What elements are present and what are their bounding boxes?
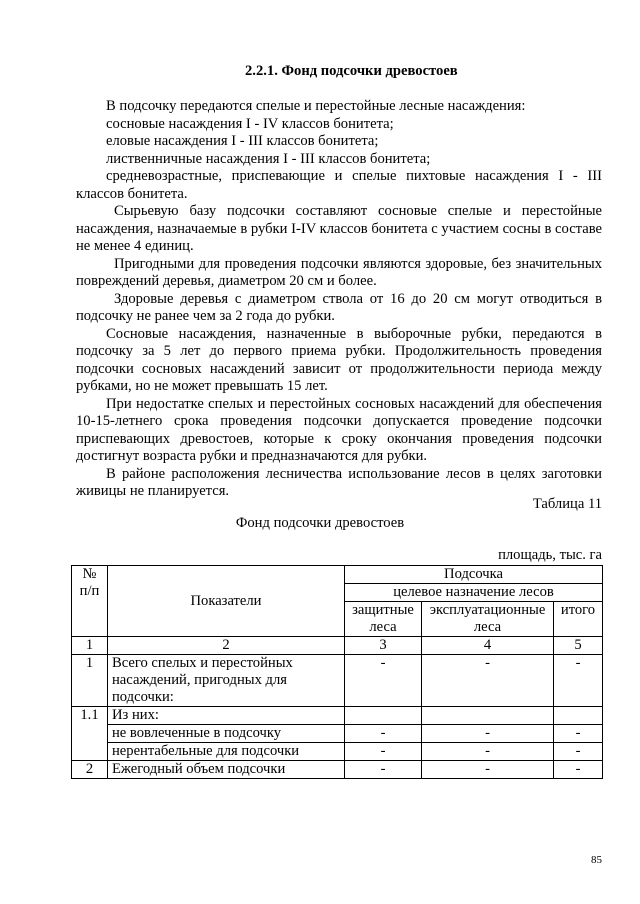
header-tapping: Подсочка	[345, 566, 603, 584]
table-title: Фонд подсочки древостоев	[235, 515, 405, 531]
row-total: -	[554, 725, 603, 743]
paragraph-selective-felling: Сосновые насаждения, назначенные в выборочные рубки, передаются в подсочку за 5 лет до первого приема рубки. Продолжительность проведения подсочки сосновых насаждений зависит от продолжительности периода между рубками, но не может превышать 15 лет.	[76, 325, 602, 394]
row-num: 2	[72, 761, 108, 779]
row-label: нерентабельные для подсочки	[108, 743, 345, 761]
row-total: -	[554, 761, 603, 779]
row-protective: -	[345, 743, 422, 761]
body-text	[76, 98, 602, 501]
table-label: Таблица 11	[532, 496, 602, 512]
row-operational: -	[422, 761, 554, 779]
header-indicators: Показатели	[108, 566, 345, 637]
header-protective: защитные леса	[345, 602, 422, 637]
column-number: 4	[422, 637, 554, 655]
paragraph-intro: В подсочку передаются спелые и перестойные лесные насаждения:	[106, 98, 526, 114]
row-num: 1	[72, 655, 108, 707]
list-item-spruce: еловые насаждения I - III классов бонитета;	[106, 133, 379, 149]
table-row	[72, 761, 603, 779]
table-header-row	[72, 566, 603, 584]
row-operational	[422, 707, 554, 725]
row-operational: -	[422, 655, 554, 707]
list-item-fir: средневозрастные, приспевающие и спелые пихтовые насаждения I - III классов бонитета.	[76, 168, 602, 202]
row-label: Из них:	[108, 707, 345, 725]
column-number: 3	[345, 637, 422, 655]
row-protective	[345, 707, 422, 725]
row-operational: -	[422, 743, 554, 761]
row-protective: -	[345, 725, 422, 743]
header-purpose: целевое назначение лесов	[345, 584, 603, 602]
row-num	[72, 725, 108, 743]
row-num	[72, 743, 108, 761]
table-row	[72, 725, 603, 743]
row-protective: -	[345, 761, 422, 779]
tapping-fund-table	[71, 565, 603, 779]
row-num: 1.1	[72, 707, 108, 725]
header-operational: эксплуатационные леса	[422, 602, 554, 637]
header-num: № п/п	[72, 566, 108, 637]
section-heading: 2.2.1. Фонд подсочки древостоев	[245, 63, 458, 79]
row-total	[554, 707, 603, 725]
column-number: 5	[554, 637, 603, 655]
paragraph-suitable-trees: Пригодными для проведения подсочки являются здоровые, без значительных повреждений деревья, диаметром 20 см и более.	[76, 255, 602, 289]
paragraph-healthy-trees: Здоровые деревья с диаметром ствола от 16 до 20 см могут отводиться в подсочку не ранее чем за 2 года до рубки.	[76, 290, 602, 324]
row-label: Всего спелых и перестойных насаждений, пригодных для подсочки:	[108, 655, 345, 707]
column-number: 1	[72, 637, 108, 655]
page-number: 85	[591, 854, 602, 866]
row-total: -	[554, 743, 603, 761]
row-label: Ежегодный объем подсочки	[108, 761, 345, 779]
column-number: 2	[108, 637, 345, 655]
row-operational: -	[422, 725, 554, 743]
list-item-larch: лиственничные насаждения I - III классов бонитета;	[106, 150, 431, 167]
table-units: площадь, тыс. га	[498, 547, 602, 563]
paragraph-shortage: При недостатке спелых и перестойных сосновых насаждений для обеспечения 10-15-летнего срока проведения подсочки допускается проведение подсочки приспевающих древостоев, которые к сроку окончания проведения подсочки достигнут возраста рубки и предназначаются для рубки.	[76, 395, 602, 464]
table-row	[72, 743, 603, 761]
paragraph-raw-base: Сырьевую базу подсочки составляют сосновые спелые и перестойные насаждения, назначаемые в рубки I-IV классов бонитета с участием сосны в составе не менее 4 единиц.	[76, 203, 602, 254]
row-label: не вовлеченные в подсочку	[108, 725, 345, 743]
row-total: -	[554, 655, 603, 707]
column-number-row	[72, 637, 603, 655]
list-item-pine: сосновые насаждения I - IV классов бонитета;	[106, 115, 394, 132]
table-row	[72, 655, 603, 707]
paragraph-resin: В районе расположения лесничества использование лесов в целях заготовки живицы не планируется.	[76, 465, 602, 499]
header-total: итого	[554, 602, 603, 637]
row-protective: -	[345, 655, 422, 707]
table-row	[72, 707, 603, 725]
